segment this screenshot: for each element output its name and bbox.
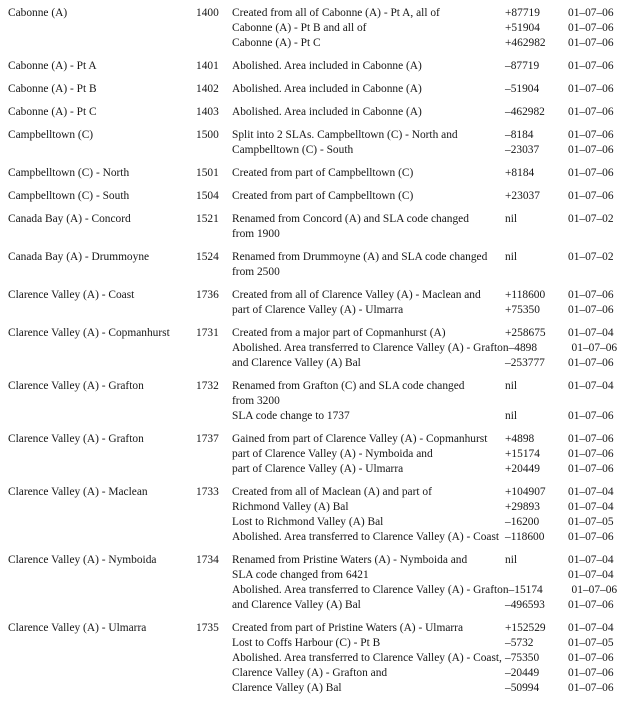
change-line (232, 82, 630, 97)
change-line (232, 530, 630, 545)
change-lines (232, 59, 630, 74)
adjustment-value: –462982 (505, 106, 545, 118)
sla-name-cell: Cabonne (A) - Pt A (8, 60, 97, 72)
table-row (8, 250, 630, 280)
sla-name-cell: Canada Bay (A) - Concord (8, 213, 131, 225)
effective-date: 01–07–06 (568, 682, 614, 694)
effective-date: 01–07–06 (568, 190, 614, 202)
adjustment-value: nil (505, 554, 518, 566)
adjustment-value: –16200 (505, 516, 540, 528)
change-description: Lost to Richmond Valley (A) Bal (232, 516, 384, 528)
effective-date: 01–07–06 (568, 289, 614, 301)
effective-date: 01–07–06 (571, 584, 618, 596)
effective-date: 01–07–04 (568, 486, 614, 498)
change-line (232, 36, 630, 51)
table-row (8, 212, 630, 242)
change-description: Renamed from Pristine Waters (A) - Nymboida and (232, 554, 468, 566)
change-lines (232, 105, 630, 120)
change-lines (232, 621, 630, 696)
sla-name-cell: Campbelltown (C) - North (8, 167, 130, 179)
change-lines (232, 326, 630, 371)
change-line (232, 500, 630, 515)
table-row (8, 485, 630, 545)
effective-date: 01–07–06 (568, 83, 614, 95)
change-lines (232, 288, 630, 318)
change-description: Created from all of Maclean (A) and part of (232, 486, 432, 498)
sla-code-cell: 1737 (196, 433, 219, 445)
change-description: from 3200 (232, 395, 280, 407)
sla-name-cell: Clarence Valley (A) - Grafton (8, 380, 144, 392)
change-line (232, 166, 630, 181)
change-description: from 1900 (232, 228, 280, 240)
adjustment-value: –50994 (505, 682, 540, 694)
table-row (8, 189, 630, 204)
effective-date: 01–07–04 (568, 554, 614, 566)
table-row (8, 326, 630, 371)
change-description: Abolished. Area transferred to Clarence Valley (A) - Grafton (232, 584, 509, 596)
effective-date: 01–07–06 (568, 129, 614, 141)
sla-name-cell: Clarence Valley (A) - Grafton (8, 433, 144, 445)
change-lines (232, 6, 630, 51)
sla-code-cell: 1733 (196, 486, 219, 498)
sla-code-cell: 1735 (196, 622, 219, 634)
effective-date: 01–07–06 (571, 342, 618, 354)
change-line (232, 651, 630, 666)
adjustment-value: nil (505, 213, 518, 225)
change-description: from 2500 (232, 266, 280, 278)
sla-code-cell: 1500 (196, 129, 219, 141)
table-row (8, 288, 630, 318)
adjustment-value: +8184 (505, 167, 535, 179)
table-row (8, 166, 630, 181)
change-line (232, 128, 630, 143)
change-description: Abolished. Area included in Cabonne (A) (232, 106, 422, 118)
change-description: Split into 2 SLAs. Campbelltown (C) - North and (232, 129, 458, 141)
change-line (232, 189, 630, 204)
adjustment-value: –15174 (508, 584, 543, 596)
effective-date: 01–07–06 (568, 167, 614, 179)
adjustment-value: +75350 (505, 304, 540, 316)
change-description: SLA code changed from 6421 (232, 569, 369, 581)
sla-code-cell: 1400 (196, 7, 219, 19)
change-description: Abolished. Area included in Cabonne (A) (232, 83, 422, 95)
change-lines (232, 128, 630, 158)
sla-code-cell: 1401 (196, 60, 219, 72)
change-line (232, 598, 630, 613)
effective-date: 01–07–04 (568, 569, 614, 581)
change-line (232, 485, 630, 500)
change-description: Created from part of Campbelltown (C) (232, 167, 414, 179)
change-line (232, 303, 630, 318)
change-line (232, 288, 630, 303)
change-lines (232, 485, 630, 545)
change-description: Clarence Valley (A) - Grafton and (232, 667, 388, 679)
change-lines (232, 189, 630, 204)
change-line (232, 379, 630, 394)
adjustment-value: +118600 (505, 289, 546, 301)
change-description: Campbelltown (C) - South (232, 144, 354, 156)
sla-name-cell: Clarence Valley (A) - Copmanhurst (8, 327, 170, 339)
adjustment-value: nil (505, 380, 518, 392)
table-row (8, 432, 630, 477)
effective-date: 01–07–02 (568, 251, 614, 263)
effective-date: 01–07–06 (568, 37, 614, 49)
change-lines (232, 212, 630, 242)
sla-code-cell: 1736 (196, 289, 219, 301)
adjustment-value: nil (505, 251, 518, 263)
effective-date: 01–07–04 (568, 622, 614, 634)
change-line (232, 227, 630, 242)
sla-name-cell: Clarence Valley (A) - Maclean (8, 486, 148, 498)
adjustment-value: –496593 (505, 599, 545, 611)
change-description: part of Clarence Valley (A) - Ulmarra (232, 304, 404, 316)
effective-date: 01–07–05 (568, 637, 614, 649)
change-description: part of Clarence Valley (A) - Ulmarra (232, 463, 404, 475)
change-description: Abolished. Area transferred to Clarence Valley (A) - Coast (232, 531, 500, 543)
adjustment-value: +20449 (505, 463, 540, 475)
change-description: Cabonne (A) - Pt B and all of (232, 22, 367, 34)
change-line (232, 59, 630, 74)
change-description: Abolished. Area included in Cabonne (A) (232, 60, 422, 72)
adjustment-value: +152529 (505, 622, 546, 634)
effective-date: 01–07–04 (568, 380, 614, 392)
change-description: Created from part of Pristine Waters (A) - Ulmarra (232, 622, 464, 634)
effective-date: 01–07–06 (568, 463, 614, 475)
sla-code-cell: 1504 (196, 190, 219, 202)
adjustment-value: +51904 (505, 22, 540, 34)
table-row (8, 621, 630, 696)
sla-code-cell: 1732 (196, 380, 219, 392)
change-line (232, 432, 630, 447)
change-line (232, 621, 630, 636)
change-description: Created from a major part of Copmanhurst (A) (232, 327, 446, 339)
change-line (232, 326, 630, 341)
change-line (232, 636, 630, 651)
change-description: Gained from part of Clarence Valley (A) - Copmanhurst (232, 433, 488, 445)
adjustment-value: –118600 (505, 531, 545, 543)
change-description: and Clarence Valley (A) Bal (232, 357, 361, 369)
change-description: SLA code change to 1737 (232, 410, 350, 422)
adjustment-value: +258675 (505, 327, 546, 339)
change-lines (232, 250, 630, 280)
effective-date: 01–07–06 (568, 531, 614, 543)
adjustment-value: –5732 (505, 637, 534, 649)
change-line (232, 409, 630, 424)
adjustment-value: nil (505, 410, 518, 422)
change-line (232, 212, 630, 227)
change-line (232, 105, 630, 120)
effective-date: 01–07–06 (568, 667, 614, 679)
change-line (232, 21, 630, 36)
table-row (8, 379, 630, 424)
change-line (232, 6, 630, 21)
adjustment-value: –20449 (505, 667, 540, 679)
sla-name-cell: Cabonne (A) - Pt B (8, 83, 97, 95)
effective-date: 01–07–06 (568, 106, 614, 118)
effective-date: 01–07–06 (568, 599, 614, 611)
change-lines (232, 82, 630, 97)
effective-date: 01–07–04 (568, 327, 614, 339)
sla-code-cell: 1501 (196, 167, 219, 179)
effective-date: 01–07–02 (568, 213, 614, 225)
sla-code-cell: 1402 (196, 83, 219, 95)
sla-name-cell: Canada Bay (A) - Drummoyne (8, 251, 150, 263)
change-line (232, 583, 630, 598)
change-line (232, 250, 630, 265)
table-row (8, 59, 630, 74)
change-line (232, 462, 630, 477)
adjustment-value: –87719 (505, 60, 540, 72)
change-description: Lost to Coffs Harbour (C) - Pt B (232, 637, 381, 649)
effective-date: 01–07–05 (568, 516, 614, 528)
adjustment-value: –51904 (505, 83, 540, 95)
sla-name-cell: Clarence Valley (A) - Ulmarra (8, 622, 147, 634)
table-row (8, 105, 630, 120)
effective-date: 01–07–06 (568, 357, 614, 369)
adjustment-value: –253777 (505, 357, 545, 369)
sla-name-cell: Cabonne (A) (8, 7, 68, 19)
adjustment-value: +462982 (505, 37, 546, 49)
change-line (232, 356, 630, 371)
change-description: Abolished. Area transferred to Clarence Valley (A) - Grafton (232, 342, 509, 354)
effective-date: 01–07–06 (568, 652, 614, 664)
change-description: Richmond Valley (A) Bal (232, 501, 349, 513)
table-row (8, 128, 630, 158)
change-line (232, 143, 630, 158)
sla-code-cell: 1731 (196, 327, 219, 339)
change-line (232, 265, 630, 280)
change-line (232, 447, 630, 462)
sla-code-cell: 1524 (196, 251, 219, 263)
sla-code-cell: 1403 (196, 106, 219, 118)
effective-date: 01–07–06 (568, 7, 614, 19)
change-line (232, 394, 630, 409)
change-description: Created from part of Campbelltown (C) (232, 190, 414, 202)
adjustment-value: –75350 (505, 652, 540, 664)
change-description: Cabonne (A) - Pt C (232, 37, 321, 49)
adjustment-value: +104907 (505, 486, 546, 498)
change-description: Created from all of Clarence Valley (A) - Maclean and (232, 289, 481, 301)
effective-date: 01–07–06 (568, 60, 614, 72)
change-description: Clarence Valley (A) Bal (232, 682, 342, 694)
effective-date: 01–07–06 (568, 433, 614, 445)
sla-name-cell: Campbelltown (C) (8, 129, 94, 141)
change-line (232, 515, 630, 530)
change-description: Renamed from Concord (A) and SLA code changed (232, 213, 469, 225)
sla-name-cell: Clarence Valley (A) - Nymboida (8, 554, 157, 566)
adjustment-value: +15174 (505, 448, 540, 460)
adjustment-value: –8184 (505, 129, 534, 141)
adjustment-value: +23037 (505, 190, 540, 202)
effective-date: 01–07–04 (568, 501, 614, 513)
sla-code-cell: 1521 (196, 213, 219, 225)
adjustment-value: +4898 (505, 433, 535, 445)
change-line (232, 666, 630, 681)
adjustment-value: +87719 (505, 7, 540, 19)
change-lines (232, 432, 630, 477)
effective-date: 01–07–06 (568, 410, 614, 422)
effective-date: 01–07–06 (568, 304, 614, 316)
change-line (232, 568, 630, 583)
effective-date: 01–07–06 (568, 144, 614, 156)
change-description: part of Clarence Valley (A) - Nymboida and (232, 448, 433, 460)
effective-date: 01–07–06 (568, 448, 614, 460)
change-description: and Clarence Valley (A) Bal (232, 599, 361, 611)
effective-date: 01–07–06 (568, 22, 614, 34)
change-description: Abolished. Area transferred to Clarence Valley (A) - Coast, (232, 652, 502, 664)
change-description: Renamed from Grafton (C) and SLA code changed (232, 380, 465, 392)
change-description: Renamed from Drummoyne (A) and SLA code changed (232, 251, 488, 263)
change-lines (232, 379, 630, 424)
change-line (232, 553, 630, 568)
change-lines (232, 553, 630, 613)
adjustment-value: –23037 (505, 144, 540, 156)
table-row (8, 553, 630, 613)
sla-name-cell: Cabonne (A) - Pt C (8, 106, 97, 118)
adjustment-value: +29893 (505, 501, 540, 513)
sla-code-cell: 1734 (196, 554, 219, 566)
change-lines (232, 166, 630, 181)
table-row (8, 6, 630, 51)
change-line (232, 341, 630, 356)
change-line (232, 681, 630, 696)
adjustment-value: –4898 (508, 342, 538, 354)
sla-name-cell: Clarence Valley (A) - Coast (8, 289, 135, 301)
table-row (8, 82, 630, 97)
change-description: Created from all of Cabonne (A) - Pt A, all of (232, 7, 440, 19)
sla-name-cell: Campbelltown (C) - South (8, 190, 130, 202)
